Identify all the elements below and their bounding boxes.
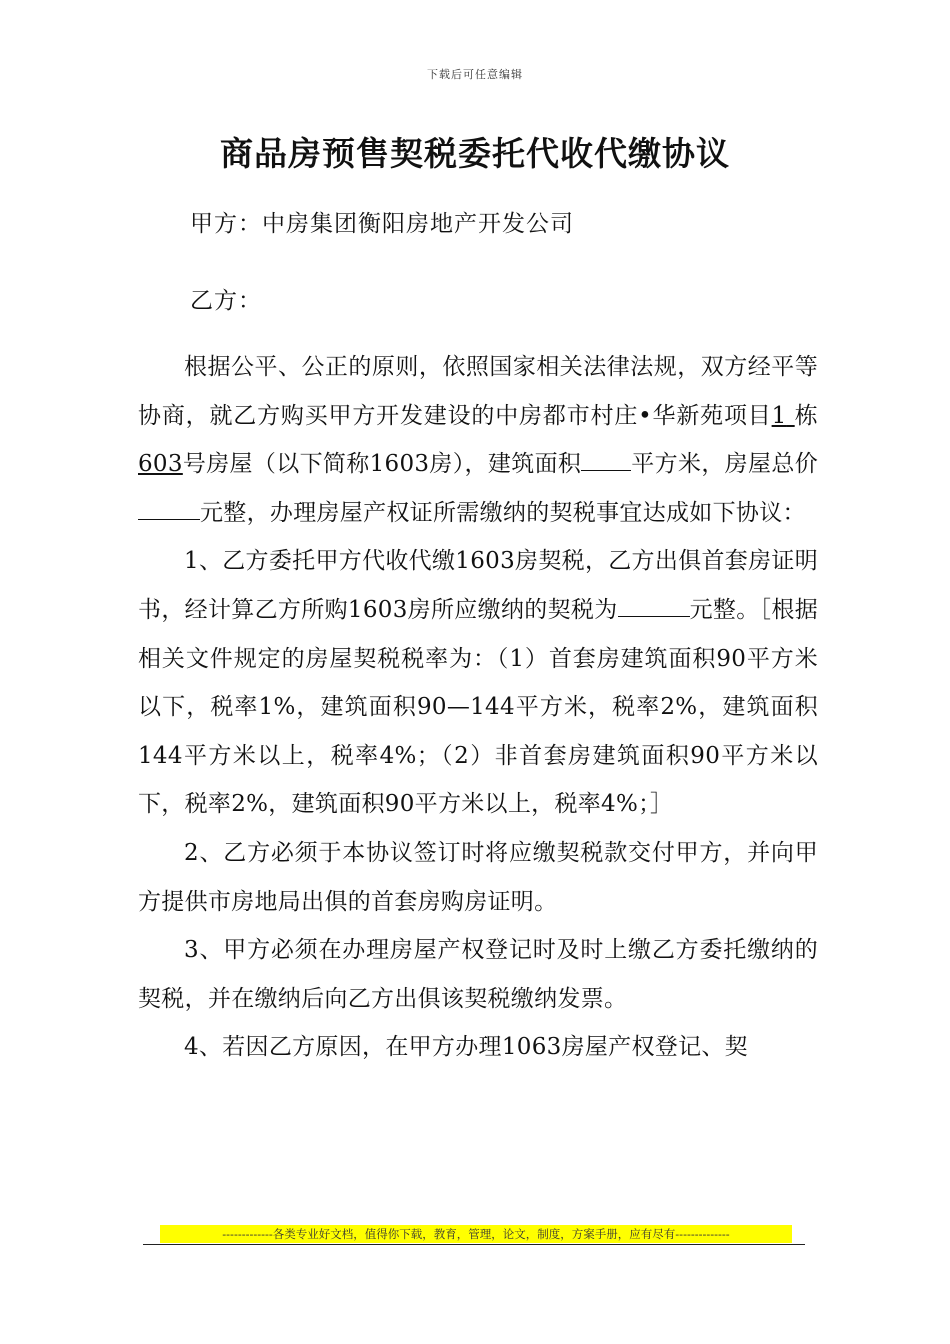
footer-divider: [143, 1244, 805, 1245]
intro-text-2: 栋: [794, 402, 818, 429]
clause-1: [138, 537, 818, 829]
clause-3: 3、甲方必须在办理房屋产权登记时及时上缴乙方委托缴纳的契税，并在缴纳后向乙方出俱该契税缴纳发票。: [138, 937, 818, 1012]
room-number: 603: [138, 451, 183, 478]
document-title: 商品房预售契税委托代收代缴协议: [220, 134, 730, 173]
clause-1-text-2: 元整。［根据相关文件规定的房屋契税税率为：（1）首套房建筑面积90平方米以下，税率1%，建筑面积90—144平方米，税率2%，建筑面积144平方米以上，税率4%；（2）非首套房建筑面积90平方米以下，税率2%，建筑面积90平方米以上，税率4%；］: [138, 596, 818, 818]
agreement-body: [138, 343, 818, 1072]
clause-2: 2、乙方必须于本协议签订时将应缴契税款交付甲方，并向甲方提供市房地局出俱的首套房购房证明。: [138, 839, 818, 915]
header-note: 下载后可任意编辑: [427, 68, 523, 81]
intro-text-5: 元整，办理房屋产权证所需缴纳的契税事宜达成如下协议：: [200, 499, 806, 526]
party-b-line: 乙方：: [190, 288, 262, 314]
price-blank: [138, 501, 200, 520]
footer-banner: -------------各类专业好文档，值得你下载，教育，管理，论文，制度，方案手册，应有尽有--------------: [160, 1225, 792, 1243]
intro-text-4: 平方米，房屋总价: [631, 451, 819, 478]
clause-4: 4、若因乙方原因，在甲方办理1063房屋产权登记、契: [184, 1034, 748, 1061]
intro-text-3: 号房屋（以下简称1603房），建筑面积: [182, 451, 582, 478]
party-a-line: 甲方：中房集团衡阳房地产开发公司: [190, 211, 574, 237]
building-number: 1: [771, 402, 787, 429]
clause-1-text-1: 1、乙方委托甲方代收代缴1603房契税，乙方出俱首套房证明书，经计算乙方所购1603房所应缴纳的契税为: [138, 548, 818, 623]
intro-paragraph: [138, 343, 818, 537]
intro-text-1: 根据公平、公正的原则，依照国家相关法律法规，双方经平等协商，就乙方购买甲方开发建设的中房都市村庄•华新苑项目: [138, 354, 818, 429]
building-number-pad: [787, 403, 795, 429]
area-blank: [581, 452, 631, 471]
tax-amount-blank: [618, 598, 690, 617]
